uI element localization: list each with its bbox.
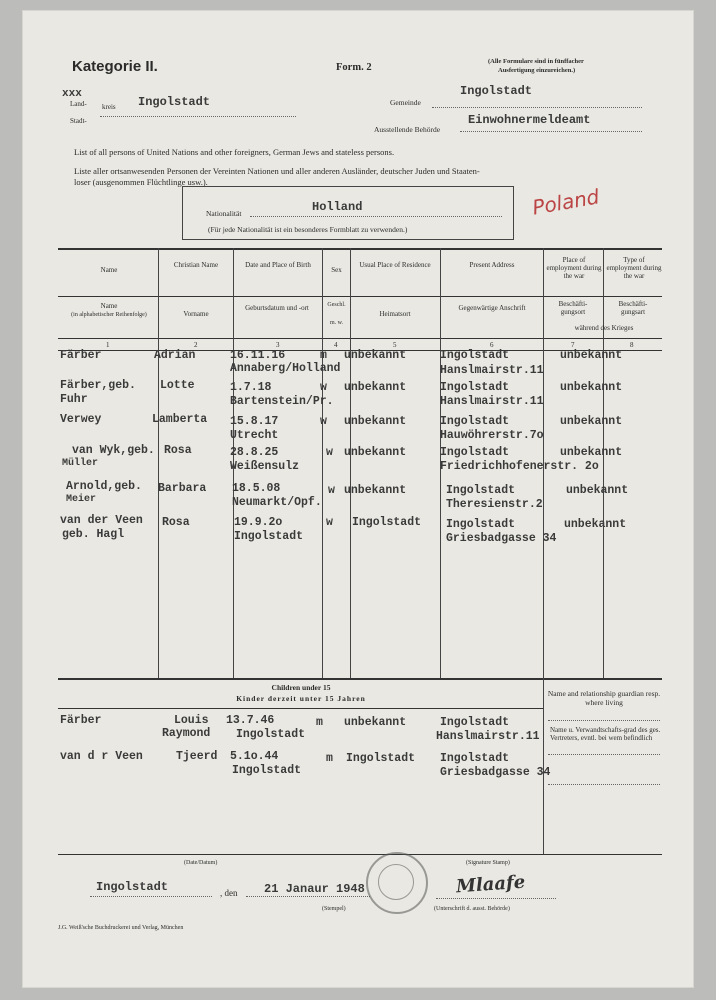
col-header-birth-en: Date and Place of Birth xyxy=(245,261,311,269)
row-maiden-name: geb. Hagl xyxy=(62,528,125,541)
gemeinde-value: Ingolstadt xyxy=(460,84,533,98)
table-subheader-divider xyxy=(58,338,662,339)
row-surname: Arnold,geb. xyxy=(66,480,142,493)
row-maiden-name: Meier xyxy=(66,494,97,505)
child-firstname: Louis xyxy=(174,714,209,727)
child-firstname: Tjeerd xyxy=(176,750,218,763)
row-sex: w xyxy=(320,415,327,428)
date-label: (Date/Datum) xyxy=(184,860,218,866)
xxx-strike: xxx xyxy=(62,88,82,100)
row-residence: unbekannt xyxy=(344,349,407,362)
guardian-header-de: Name u. Verwandtschafts-grad des ges. Vertreters, evntl. bei wem befindlich xyxy=(550,726,661,743)
row-surname: van der Veen xyxy=(60,514,143,527)
col-header-type-de: Beschäfti-gungsart xyxy=(618,300,648,317)
row-residence: unbekannt xyxy=(344,446,407,459)
child-sex: m xyxy=(326,752,333,765)
row-birthplace: Neumarkt/Opf. xyxy=(232,496,322,509)
col-number-2: 2 xyxy=(194,341,198,349)
list-title-de-2: loser (ausgenommen Flüchtlinge usw.). xyxy=(74,177,208,187)
row-maiden-name: Fuhr xyxy=(60,393,88,406)
col-header-christian-de: Vorname xyxy=(183,310,209,318)
row-maiden-name: Müller xyxy=(62,458,99,469)
child-surname: Färber xyxy=(60,714,102,727)
child-residence: unbekannt xyxy=(344,716,407,729)
child-residence: Ingolstadt xyxy=(346,752,416,765)
row-birthplace: Bartenstein/Pr. xyxy=(230,395,334,408)
row-firstname: Adrian xyxy=(154,349,196,362)
row-street: Hauwöhrerstr.7o xyxy=(440,429,544,442)
behoerde-value: Einwohnermeldeamt xyxy=(468,113,591,127)
guardian-header-en: Name and relationship guardian resp. where living xyxy=(547,689,661,707)
nationality-line xyxy=(250,216,502,217)
col-number-7: 7 xyxy=(571,341,575,349)
row-street: Hanslmairstr.11 xyxy=(440,364,544,377)
child-birthdate: 13.7.46 xyxy=(226,714,275,727)
col-divider-1 xyxy=(158,248,159,678)
footer-divider xyxy=(58,854,662,855)
children-top-border xyxy=(58,678,662,680)
child-address: Ingolstadt xyxy=(440,716,510,729)
guardian-line-2 xyxy=(548,754,660,755)
row-address: Ingolstadt xyxy=(440,415,510,428)
stadt-label: Stadt- xyxy=(70,117,87,125)
row-employment: unbekannt xyxy=(564,518,627,531)
row-employment: unbekannt xyxy=(560,446,623,459)
signature-line xyxy=(436,898,556,899)
row-birthdate: 28.8.25 xyxy=(230,446,279,459)
child-birthdate: 5.1o.44 xyxy=(230,750,279,763)
row-employment: unbekannt xyxy=(560,381,623,394)
col-header-residence-de: Heimatsort xyxy=(379,310,411,318)
col-header-place-en: Place of employment during the war xyxy=(546,256,602,281)
row-birthdate: 18.5.08 xyxy=(232,482,281,495)
row-birthdate: 16.11.16 xyxy=(230,349,286,362)
col-header-during-war: während des Krieges xyxy=(574,324,634,332)
table-top-border xyxy=(58,248,662,250)
col-header-sex-mw: m. w. xyxy=(329,320,344,326)
row-employment: unbekannt xyxy=(560,415,623,428)
guardian-line-1 xyxy=(548,720,660,721)
row-residence: unbekannt xyxy=(344,381,407,394)
child-address: Ingolstadt xyxy=(440,752,510,765)
row-surname: Färber xyxy=(60,349,102,362)
child-birthplace: Ingolstadt xyxy=(232,764,302,777)
list-title-de-1: Liste aller ortsanwesenden Personen der Vereinten Nationen und aller anderen Ausländer, deutscher Juden und Staaten- xyxy=(74,166,480,176)
nationality-note: (Für jede Nationalität ist ein besonderes Formblatt zu verwenden.) xyxy=(208,225,408,234)
child-birthplace: Ingolstadt xyxy=(236,728,306,741)
col-number-8: 8 xyxy=(630,341,634,349)
col-number-4: 4 xyxy=(334,341,338,349)
gemeinde-line xyxy=(432,107,642,108)
row-birthdate: 19.9.2o xyxy=(234,516,283,529)
row-firstname: Rosa xyxy=(162,516,190,529)
row-firstname: Lamberta xyxy=(152,413,208,426)
row-firstname: Rosa xyxy=(164,444,192,457)
form-number: Form. 2 xyxy=(336,62,372,73)
row-street: Theresienstr.2 xyxy=(446,498,543,511)
guardian-line-3 xyxy=(548,784,660,785)
col-number-1: 1 xyxy=(106,341,110,349)
date-value: 21 Janaur 1948 xyxy=(264,882,365,896)
row-street: Friedrichhofenerstr. 2o xyxy=(440,460,599,473)
behoerde-line xyxy=(460,131,642,132)
row-residence: Ingolstadt xyxy=(352,516,422,529)
children-title-en: Children under 15 xyxy=(271,683,331,692)
child-street: Griesbadgasse 34 xyxy=(440,766,551,779)
row-address: Ingolstadt xyxy=(440,446,510,459)
row-residence: unbekannt xyxy=(344,484,407,497)
col-number-3: 3 xyxy=(276,341,280,349)
row-birthplace: Annaberg/Holland xyxy=(230,362,341,375)
printer-imprint: J.G. Weiß'sche Buchdruckerei und Verlag, München xyxy=(58,925,184,931)
den-label: , den xyxy=(220,888,238,898)
unterschrift-label: (Unterschrift d. ausst. Behörde) xyxy=(434,906,510,912)
row-sex: w xyxy=(326,446,333,459)
signature: Mlaafe xyxy=(455,871,526,898)
date-line xyxy=(246,896,370,897)
row-employment: unbekannt xyxy=(566,484,629,497)
row-residence: unbekannt xyxy=(344,415,407,428)
col-header-sex-en: Sex xyxy=(331,266,342,274)
col-header-sex-de: Geschl. xyxy=(327,302,346,308)
row-address: Ingolstadt xyxy=(440,381,510,394)
kreis-line xyxy=(100,116,296,117)
col-header-type-en: Type of employment during the war xyxy=(606,256,662,281)
row-address: Ingolstadt xyxy=(446,484,516,497)
copies-note-1: (Alle Formulare sind in fünffacher xyxy=(488,58,584,65)
row-street: Griesbadgasse 34 xyxy=(446,532,557,545)
child-surname: van d r Veen xyxy=(60,750,143,763)
row-sex: m xyxy=(320,349,327,362)
col-header-name-de: Name xyxy=(100,302,118,310)
col-number-6: 6 xyxy=(490,341,494,349)
col-divider-7 xyxy=(603,248,604,678)
col-header-address-en: Present Address xyxy=(469,261,515,269)
official-stamp-inner xyxy=(378,864,414,900)
signature-stamp-label: (Signature Stamp) xyxy=(466,860,510,866)
row-employment: unbekannt xyxy=(560,349,623,362)
col-divider-4 xyxy=(350,248,351,678)
red-handwriting: Poland xyxy=(530,184,602,220)
row-birthplace: Utrecht xyxy=(230,429,279,442)
row-firstname: Barbara xyxy=(158,482,207,495)
row-sex: w xyxy=(320,381,327,394)
row-birthplace: Ingolstadt xyxy=(234,530,304,543)
row-surname: Färber,geb. xyxy=(60,379,136,392)
nationality-label: Nationalität xyxy=(206,209,242,218)
category-title: Kategorie II. xyxy=(72,58,158,75)
col-header-address-de: Gegenwärtige Anschrift xyxy=(458,304,526,312)
nationality-value: Holland xyxy=(312,200,363,214)
row-street: Hanslmairstr.11 xyxy=(440,395,544,408)
place-line xyxy=(90,896,212,897)
behoerde-label: Ausstellende Behörde xyxy=(374,125,441,134)
col-header-name-en: Name xyxy=(100,266,118,274)
place: Ingolstadt xyxy=(96,880,169,894)
col-number-5: 5 xyxy=(393,341,397,349)
stempel-label: (Stempel) xyxy=(322,906,346,912)
copies-note-2: Ausfertigung einzureichen.) xyxy=(498,67,576,74)
row-firstname: Lotte xyxy=(160,379,195,392)
col-divider-3 xyxy=(322,248,323,678)
row-address: Ingolstadt xyxy=(440,349,510,362)
list-title-en: List of all persons of United Nations and other foreigners, German Jews and stateless persons. xyxy=(74,147,395,157)
kreis-label: kreis xyxy=(102,103,116,111)
row-surname: van Wyk,geb. xyxy=(72,444,155,457)
row-address: Ingolstadt xyxy=(446,518,516,531)
col-header-christian-en: Christian Name xyxy=(173,261,219,269)
kreis-value: Ingolstadt xyxy=(138,95,211,109)
row-sex: w xyxy=(328,484,335,497)
row-surname: Verwey xyxy=(60,413,102,426)
child-sex: m xyxy=(316,716,323,729)
child-street: Hanslmairstr.11 xyxy=(436,730,540,743)
col-header-name-de-note: (in alphabetischer Reihenfolge) xyxy=(71,312,147,318)
row-sex: w xyxy=(326,516,333,529)
children-title-de: Kinder derzeit unter 15 Jahren xyxy=(236,694,366,703)
gemeinde-label: Gemeinde xyxy=(390,98,421,107)
row-birthdate: 1.7.18 xyxy=(230,381,272,394)
land-label: Land- xyxy=(70,100,87,108)
row-birthplace: Weißensulz xyxy=(230,460,300,473)
table-header-divider xyxy=(58,296,662,297)
col-header-place-de: Beschäfti-gungsort xyxy=(558,300,588,317)
children-header-divider xyxy=(58,708,544,709)
child-firstname-2: Raymond xyxy=(162,727,211,740)
row-birthdate: 15.8.17 xyxy=(230,415,279,428)
col-header-birth-de: Geburtsdatum und -ort xyxy=(245,304,309,312)
col-header-residence-en: Usual Place of Residence xyxy=(359,261,431,269)
